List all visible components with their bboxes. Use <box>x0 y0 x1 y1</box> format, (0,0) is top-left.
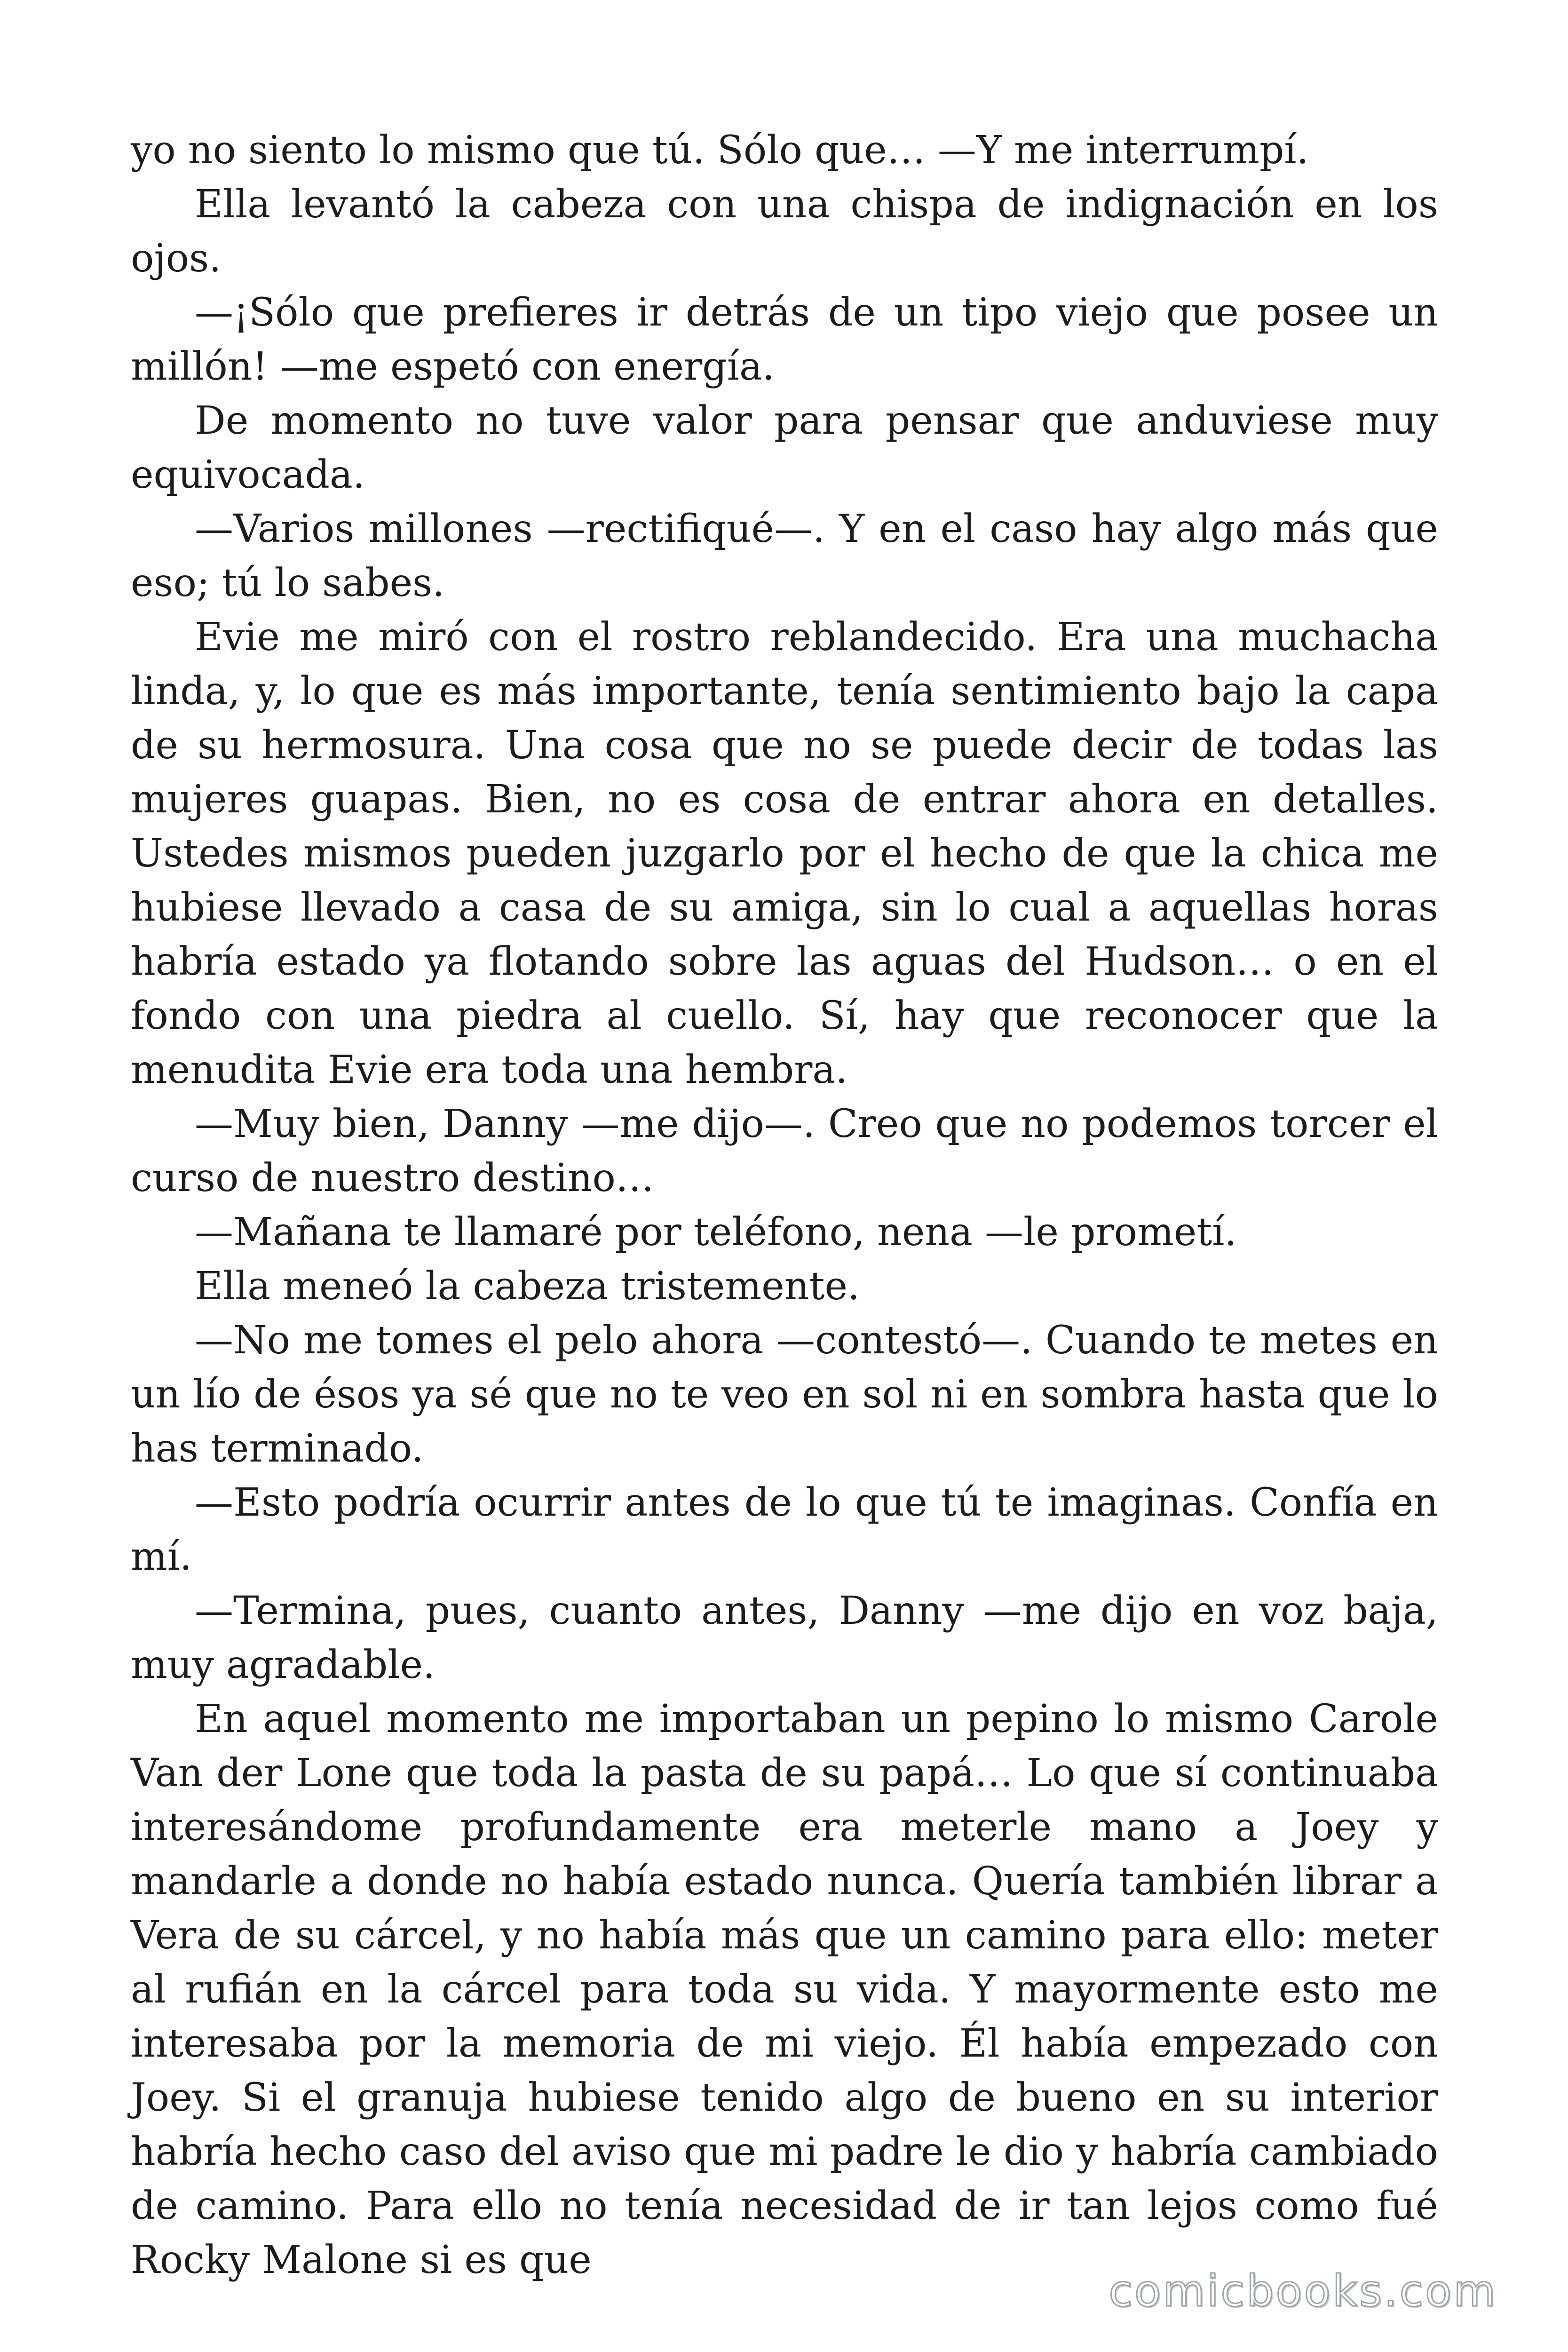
paragraph-3: —¡Sólo que prefieres ir detrás de un tipo viejo que posee un millón! —me espetó con energía. <box>131 290 1438 389</box>
paragraph-1: yo no siento lo mismo que tú. Sólo que… —Y me interrumpí. <box>131 128 1309 173</box>
paragraph-5: —Varios millones —rectifiqué—. Y en el caso hay algo más que eso; tú lo sabes. <box>131 507 1438 605</box>
paragraph-10: —No me tomes el pelo ahora —contestó—. Cuando te metes en un lío de ésos ya sé que no te veo en sol ni en sombra hasta que lo has terminado. <box>131 1318 1438 1471</box>
paragraph-8: —Mañana te llamaré por teléfono, nena —le prometí. <box>195 1210 1237 1255</box>
paragraph-4: De momento no tuve valor para pensar que anduviese muy equivocada. <box>131 398 1438 497</box>
page-text <box>131 123 1438 2287</box>
paragraph-6: Evie me miró con el rostro reblandecido. Era una muchacha linda, y, lo que es más importante, tenía sentimiento bajo la capa de su hermosura. Una cosa que no se puede decir de todas las mujeres guapas. Bien, no es cosa de entrar ahora en detalles. Ustedes mismos pueden juzgarlo por el hecho de que la chica me hubiese llevado a casa de su amiga, sin lo cual a aquellas horas habría estado ya flotando sobre las aguas del Hudson… o en el fondo con una piedra al cuello. Sí, hay que reconocer que la menudita Evie era toda una hembra. <box>131 615 1438 1092</box>
watermark: comicbooks.com <box>1109 2266 1497 2316</box>
paragraph-2: Ella levantó la cabeza con una chispa de indignación en los ojos. <box>131 182 1438 281</box>
paragraph-13: En aquel momento me importaban un pepino lo mismo Carole Van der Lone que toda la pasta de su papá… Lo que sí continuaba interesándome profundamente era meterle mano a Joey y mandarle a donde no había estado nunca. Quería también librar a Vera de su cárcel, y no había más que un camino para ello: meter al rufián en la cárcel para toda su vida. Y mayormente esto me interesaba por la memoria de mi viejo. Él había empezado con Joey. Si el granuja hubiese tenido algo de bueno en su interior habría hecho caso del aviso que mi padre le dio y habría cambiado de camino. Para ello no tenía necesidad de ir tan lejos como fué Rocky Malone si es que <box>131 1697 1438 2282</box>
paragraph-11: —Esto podría ocurrir antes de lo que tú te imaginas. Confía en mí. <box>131 1480 1438 1579</box>
paragraph-12: —Termina, pues, cuanto antes, Danny —me dijo en voz baja, muy agradable. <box>131 1589 1438 1687</box>
paragraph-7: —Muy bien, Danny —me dijo—. Creo que no podemos torcer el curso de nuestro destino… <box>131 1102 1438 1200</box>
paragraph-9: Ella meneó la cabeza tristemente. <box>195 1264 860 1309</box>
